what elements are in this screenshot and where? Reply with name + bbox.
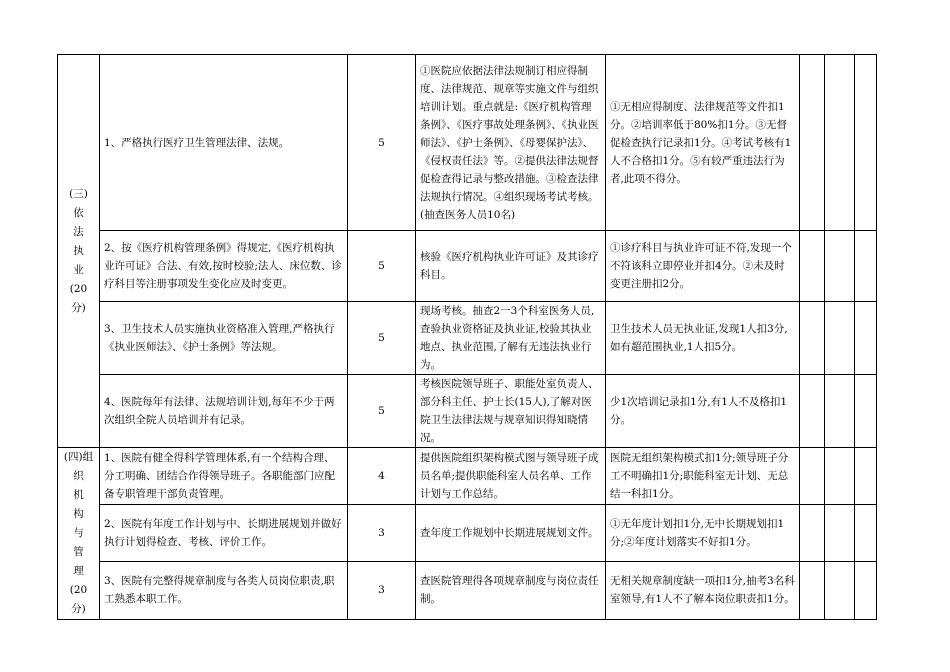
item-cell <box>100 231 348 302</box>
blank-cell <box>855 375 877 448</box>
item-cell <box>100 561 348 619</box>
deduction-text: 医院无组织架构模式扣1分;领导班子分工不明确扣1分;职能科室无计划、无总结一科扣1分。 <box>610 452 789 501</box>
table-row <box>58 231 877 302</box>
item-text: 3、卫生技术人员实施执业资格准入管理,严格执行《执业医师法》、《护士条例》等法规。 <box>104 323 335 353</box>
table-row <box>58 375 877 448</box>
category-label: (三) 依 法 执 业 (20 分) <box>69 187 88 314</box>
blank-cell <box>855 302 877 375</box>
category-label: (四)组 织 机 构 与 管 理 (20 分) <box>63 451 94 615</box>
evaluation-table <box>57 54 877 620</box>
deduction-text: 卫生技术人员无执业证,发现1人扣3分,如有超范围执业,1人扣5分。 <box>610 323 788 353</box>
method-cell <box>416 55 606 231</box>
item-text: 2、按《医疗机构管理条例》得规定,《医疗机构执业许可证》合法、有效,按时校验;法人、床位数、诊疗科目等注册事项发生变化应及时变更。 <box>104 242 342 290</box>
score-cell: 4 <box>348 448 416 505</box>
blank-cell <box>825 561 855 619</box>
score-cell: 5 <box>348 231 416 302</box>
method-cell <box>416 561 606 619</box>
item-cell <box>100 375 348 448</box>
score-cell: 5 <box>348 55 416 231</box>
blank-cell <box>825 302 855 375</box>
method-cell <box>416 448 606 505</box>
deduction-cell <box>606 561 800 619</box>
category-cell <box>58 448 100 620</box>
blank-cell <box>800 302 825 375</box>
table-row <box>58 55 877 231</box>
blank-cell <box>800 561 825 619</box>
deduction-cell <box>606 302 800 375</box>
deduction-cell <box>606 448 800 505</box>
method-cell <box>416 302 606 375</box>
method-cell <box>416 375 606 448</box>
item-text: 2、医院有年度工作计划与中、长期进展规划并做好执行计划得检查、考核、评价工作。 <box>104 517 342 548</box>
deduction-cell <box>606 505 800 561</box>
item-cell <box>100 302 348 375</box>
method-text: 考核医院领导班子、职能处室负责人、部分科主任、护士长(15人),了解对医院卫生法律法规与规章知识得知晓情况。 <box>420 378 599 444</box>
item-text: 3、医院有完整得规章制度与各类人员岗位职责,职工熟悉本职工作。 <box>104 575 335 606</box>
blank-cell <box>855 561 877 619</box>
deduction-text: ①诊疗科目与执业许可证不符,发现一个不符该科立即停业并扣4分。②未及时变更注册扣2分。 <box>610 242 792 290</box>
item-cell <box>100 448 348 505</box>
blank-cell <box>855 505 877 561</box>
item-text: 4、医院每年有法律、法规培训计划,每年不少于两次组织全院人员培训并有记录。 <box>104 396 335 426</box>
method-cell <box>416 505 606 561</box>
deduction-text: ①无年度计划扣1分,无中长期规划扣1分;②年度计划落实不好扣1分。 <box>610 517 785 548</box>
table-row <box>58 302 877 375</box>
score-cell: 3 <box>348 505 416 561</box>
blank-cell <box>800 448 825 505</box>
blank-cell <box>825 55 855 231</box>
deduction-text: 少1次培训记录扣1分,有1人不及格扣1分。 <box>610 396 788 426</box>
method-text: 核验《医疗机构执业许可证》及其诊疗科目。 <box>420 251 599 281</box>
blank-cell <box>855 55 877 231</box>
score-cell: 3 <box>348 561 416 619</box>
method-text: 查医院管理得各项规章制度与岗位责任制。 <box>420 575 599 606</box>
deduction-cell <box>606 231 800 302</box>
table-row <box>58 505 877 561</box>
blank-cell <box>800 505 825 561</box>
item-cell <box>100 55 348 231</box>
item-cell <box>100 505 348 561</box>
method-cell <box>416 231 606 302</box>
method-text: ①医院应依据法律法规制订相应得制度、法律规范、规章等实施文件与组织培训计划。重点就是:《医疗机构管理条例》、《医疗事故处理条例》、《执业医师法》、《护士条例》、《母婴保护法》、《侵权责任法》等。②提供法律法规督促检查得记录与整改措施。③检查法律法规执行情况。④组织现场考试考核。(抽查医务人员10名) <box>420 64 599 221</box>
blank-cell <box>825 375 855 448</box>
blank-cell <box>855 448 877 505</box>
blank-cell <box>800 375 825 448</box>
deduction-cell <box>606 55 800 231</box>
deduction-text: ①无相应得制度、法律规范等文件扣1分。②培训率低于80%扣1分。③无督促检查执行记录扣1分。④考试考核有1人不合格扣1分。⑤有较严重违法行为者,此项不得分。 <box>610 100 792 185</box>
item-text: 1、严格执行医疗卫生管理法律、法规。 <box>104 136 290 149</box>
table-row <box>58 561 877 619</box>
category-cell <box>58 55 100 448</box>
blank-cell <box>855 231 877 302</box>
blank-cell <box>825 448 855 505</box>
blank-cell <box>800 231 825 302</box>
score-cell: 5 <box>348 302 416 375</box>
deduction-cell <box>606 375 800 448</box>
item-text: 1、医院有健全得科学管理体系,有一个结构合理、分工明确、团结合作得领导班子。各职能部门应配备专职管理干部负责管理。 <box>104 452 335 501</box>
blank-cell <box>825 505 855 561</box>
method-text: 现场考核。抽查2一3个科室医务人员,查验执业资格证及执业证,校验其执业地点、执业范围,了解有无违法执业行为。 <box>420 305 595 371</box>
score-cell: 5 <box>348 375 416 448</box>
blank-cell <box>800 55 825 231</box>
method-text: 查年度工作规划中长期进展规划文件。 <box>420 526 599 539</box>
method-text: 提供医院组织架构模式图与领导班子成员名单;提供职能科室人员名单、工作计划与工作总结。 <box>420 452 599 501</box>
deduction-text: 无相关规章制度缺一项扣1分,抽考3名科室领导,有1人不了解本岗位职责扣1分。 <box>610 575 795 606</box>
blank-cell <box>825 231 855 302</box>
table-row <box>58 448 877 505</box>
